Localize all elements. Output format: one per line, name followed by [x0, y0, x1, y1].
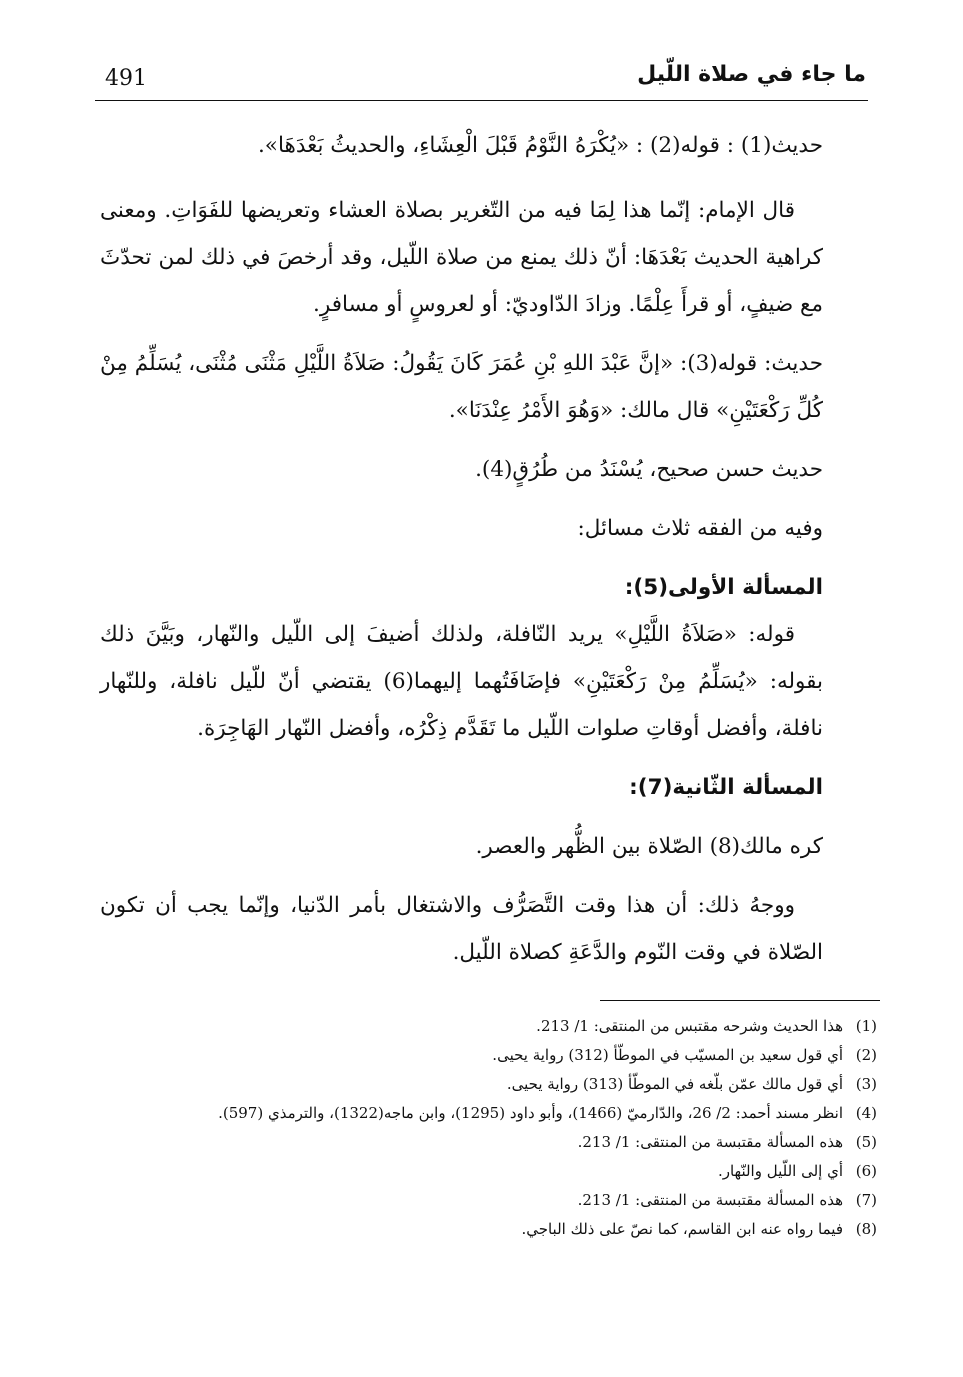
footnote-text: أي قول سعيد بن المسيّب في الموطّأ (312) رواية يحيى.	[492, 1046, 843, 1064]
paragraph-second-issue: كره مالك(8) الصّلاة بين الظُّهر والعصر.	[475, 834, 823, 859]
paragraph-imam-commentary: قال الإمام: إنّما هذا لِمَا فيه من التّغرير بصلاة العشاء وتعريضها للفَوَاتِ. ومعنى كراهية الحديث بَعْدَهَا: أنّ ذلك يمنع من صلاة اللّيل، وقد أرخصَ في ذلك لمن تحدّثَ مع ضيفٍ، أو قرأَ عِلْمًا. وزادَ الدّاوديّ: أو لعروسٍ أو مسافرٍ.	[100, 198, 823, 317]
footnote-number: (2)	[855, 1046, 877, 1064]
paragraph-second-issue-reason: ووجهُ ذلك: أن هذا وقت التَّصَرُّف والاشتغال بأمر الدّنيا، وإنّما يجب أن تكون الصّلاة في وقت النّوم والدَّعَةِ كصلاة اللّيل.	[100, 893, 823, 965]
main-text	[100, 122, 823, 976]
footnote-number: (4)	[855, 1104, 877, 1122]
paragraph-first-issue: قوله: «صَلاَةُ اللَّيْلِ» يريد النّافلة، ولذلك أضيفَ إلى اللّيل والنّهار، وبَيَّنَ ذلك بقوله: «يُسَلِّمُ مِنْ رَكْعَتَيْنِ» فإضَافَتُهما إليهما(6) يقتضي أنّ للّيل نافلة، وللنّهار نافلة، وأفضل أوقاتِ صلوات اللّيل ما تَقَدَّم ذِكْرُه، وأفضل النّهار الهَاجِرَة.	[100, 622, 824, 741]
footnote-text: هذه المسألة مقتبسة من المنتقى: 1/ 213.	[577, 1191, 843, 1209]
paragraph-hadith-2: حديث: قوله(3): «إنَّ عَبْدَ اللهِ بْنِ عُمَرَ كَانَ يَقُولُ: صَلاَةُ اللَّيْلِ مَثْنَى مُثْنَى، يُسَلِّمُ مِنْ كُلِّ رَكْعَتَيْنِ» قال مالك: «وَهُوَ الأَمْرُ عِنْدَنَا».	[100, 351, 823, 423]
footnote-item	[100, 1157, 877, 1186]
footnote-separator	[600, 1000, 880, 1001]
page-number: 491	[105, 66, 147, 91]
paragraph-hadith-grading: حديث حسن صحيح، يُسْنَدُ من طُرُقٍ(4).	[475, 457, 823, 482]
footnote-item	[100, 1012, 877, 1041]
footnote-item	[100, 1215, 877, 1244]
footnote-item	[100, 1128, 877, 1157]
footnote-text: هذا الحديث وشرحه مقتبس من المنتقى: 1/ 213.	[536, 1017, 843, 1035]
footnote-text: هذه المسألة مقتبسة من المنتقى: 1/ 213.	[577, 1133, 843, 1151]
paragraph-hadith-1: حديث(1) : قوله(2) : «يُكْرَهُ النَّوْمُ قَبْلَ الْعِشَاءِ، والحديثُ بَعْدَهَا».	[257, 133, 823, 158]
footnote-text: أي إلى اللّيل والنّهار.	[717, 1162, 843, 1180]
paragraph-issues-intro: وفيه من الفقه ثلاث مسائل:	[577, 516, 823, 541]
footnote-item	[100, 1041, 877, 1070]
footnote-text: أي قول مالك عمّن بلّغه في الموطّأ (313) رواية يحيى.	[506, 1075, 843, 1093]
page-header	[95, 60, 868, 101]
footnote-number: (8)	[855, 1220, 877, 1238]
footnote-number: (6)	[855, 1162, 877, 1180]
heading-second-issue: المسألة الثّانية(7):	[629, 775, 823, 800]
footnotes	[100, 1012, 877, 1244]
footnote-number: (7)	[855, 1191, 877, 1209]
footnote-number: (3)	[855, 1075, 877, 1093]
footnote-text: انظر مسند أحمد: 2/ 26، والدّارميّ (1466)، وأبو داود (1295)، وابن ماجه(1322)، والترمذي (597).	[218, 1104, 843, 1122]
footnote-item	[100, 1186, 877, 1215]
footnote-number: (1)	[855, 1017, 877, 1035]
running-title: ما جاء في صلاة اللّيل	[637, 62, 866, 87]
heading-first-issue: المسألة الأولى(5):	[624, 575, 823, 600]
footnote-text: فيما رواه عنه ابن القاسم، كما نصّ على ذلك الباجي.	[521, 1220, 843, 1238]
footnote-number: (5)	[855, 1133, 877, 1151]
footnote-item	[100, 1099, 877, 1128]
footnote-item	[100, 1070, 877, 1099]
